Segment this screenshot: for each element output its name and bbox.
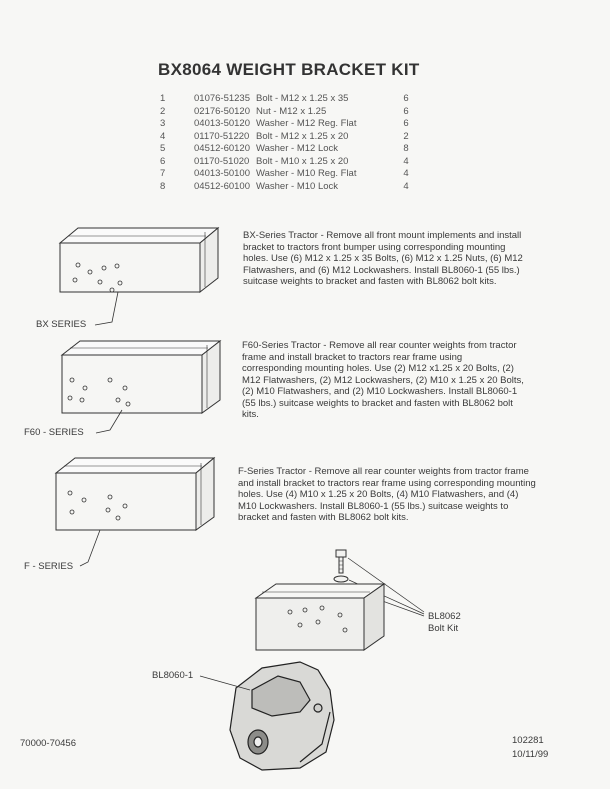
part-description: Nut - M12 x 1.25 (256, 105, 327, 117)
part-quantity: 8 (403, 143, 409, 154)
bx-series-instructions: BX-Series Tractor - Remove all front mount implements and install bracket to tractors front bumper using corresponding mounting holes. Use (6) M12 x 1.25 x 35 Bolts, (6) M12 x 1.25 Nuts, (6) M12 Flatwashers, and (6) M12 Lockwashers. Install BL8060-1 (55 lbs.) suitcase weights to bracket and fasten with BL8062 bolt kits. (243, 230, 523, 287)
part-quantity: 4 (403, 180, 409, 192)
bolt-kit-callout-code: BL8062 (428, 611, 461, 622)
part-item-number: 2 (160, 105, 166, 117)
f60-series-label: F60 - SERIES (24, 427, 84, 438)
document-title: BX8064 WEIGHT BRACKET KIT (158, 60, 420, 79)
part-item-number: 8 (160, 180, 166, 192)
part-number: 01170-51220 (194, 130, 250, 142)
part-number: 04013-50120 (194, 118, 250, 129)
weight-callout: BL8060-1 (152, 670, 194, 681)
part-number: 04512-60120 (194, 143, 250, 154)
part-quantity: 6 (403, 105, 409, 117)
part-description: Washer - M12 Reg. Flat (256, 118, 357, 129)
footer-date: 10/11/99 (512, 749, 549, 760)
part-item-number: 4 (160, 130, 166, 142)
footer-code: 102281 (512, 735, 544, 746)
f60-series-instructions: F60-Series Tractor - Remove all rear counter weights from tractor frame and install bracket to tractors rear frame using corresponding mounting holes. Use (2) M12 x1.25 x 20 Bolts, (2) M12 Flatwashers, (2) M12 Lockwashers, (2) M10 x 1.25 x 20 Bolts, (2) M10 Flatwashers, and (2) M10 Lockwashers. Install BL8060-1 (55 lbs.) suitcase weights to bracket and fasten with BL8062 bolt kits. (242, 340, 524, 420)
part-quantity: 6 (403, 118, 409, 129)
part-description: Washer - M12 Lock (256, 143, 339, 154)
footer-document-number: 70000-70456 (20, 738, 76, 749)
f-series-instructions: F-Series Tractor - Remove all rear counter weights from tractor frame and install bracket to tractors rear frame using corresponding mounting holes. Use (4) M10 x 1.25 x 20 Bolts, (4) M10 Flatwashers, and (4) M10 Lockwashers. Install BL8060-1 (55 lbs.) suitcase weights to bracket and fasten with BL8062 bolt kits. (238, 466, 536, 523)
bx-series-leader-line (95, 292, 118, 325)
part-quantity: 4 (403, 168, 409, 179)
part-number: 01170-51020 (194, 155, 250, 167)
part-number: 01076-51235 (194, 93, 250, 104)
part-quantity: 6 (403, 93, 409, 104)
part-item-number: 7 (160, 168, 166, 179)
part-description: Bolt - M12 x 1.25 x 20 (256, 130, 349, 142)
part-quantity: 4 (403, 155, 409, 167)
part-description: Washer - M10 Reg. Flat (256, 168, 357, 179)
bx-series-label: BX SERIES (36, 319, 87, 330)
part-number: 04013-50100 (194, 168, 250, 179)
part-number: 02176-50120 (194, 105, 250, 117)
f60-series-bracket-drawing (62, 341, 220, 413)
part-item-number: 5 (160, 143, 166, 154)
bx-series-bracket-drawing (60, 228, 218, 292)
f-series-bracket-drawing (56, 458, 214, 530)
part-description: Bolt - M10 x 1.25 x 20 (256, 155, 349, 167)
part-item-number: 6 (160, 155, 166, 167)
part-quantity: 2 (403, 130, 409, 142)
f-series-label: F - SERIES (24, 561, 74, 572)
part-description: Bolt - M12 x 1.25 x 35 (256, 93, 349, 104)
part-item-number: 3 (160, 118, 166, 129)
assembled-bracket-drawing (256, 584, 384, 650)
f-series-leader-line (80, 530, 100, 566)
suitcase-weight-drawing (230, 662, 334, 770)
part-item-number: 1 (160, 93, 166, 104)
part-description: Washer - M10 Lock (256, 180, 339, 192)
part-number: 04512-60100 (194, 180, 250, 192)
bolt-kit-callout-name: Bolt Kit (428, 623, 459, 634)
